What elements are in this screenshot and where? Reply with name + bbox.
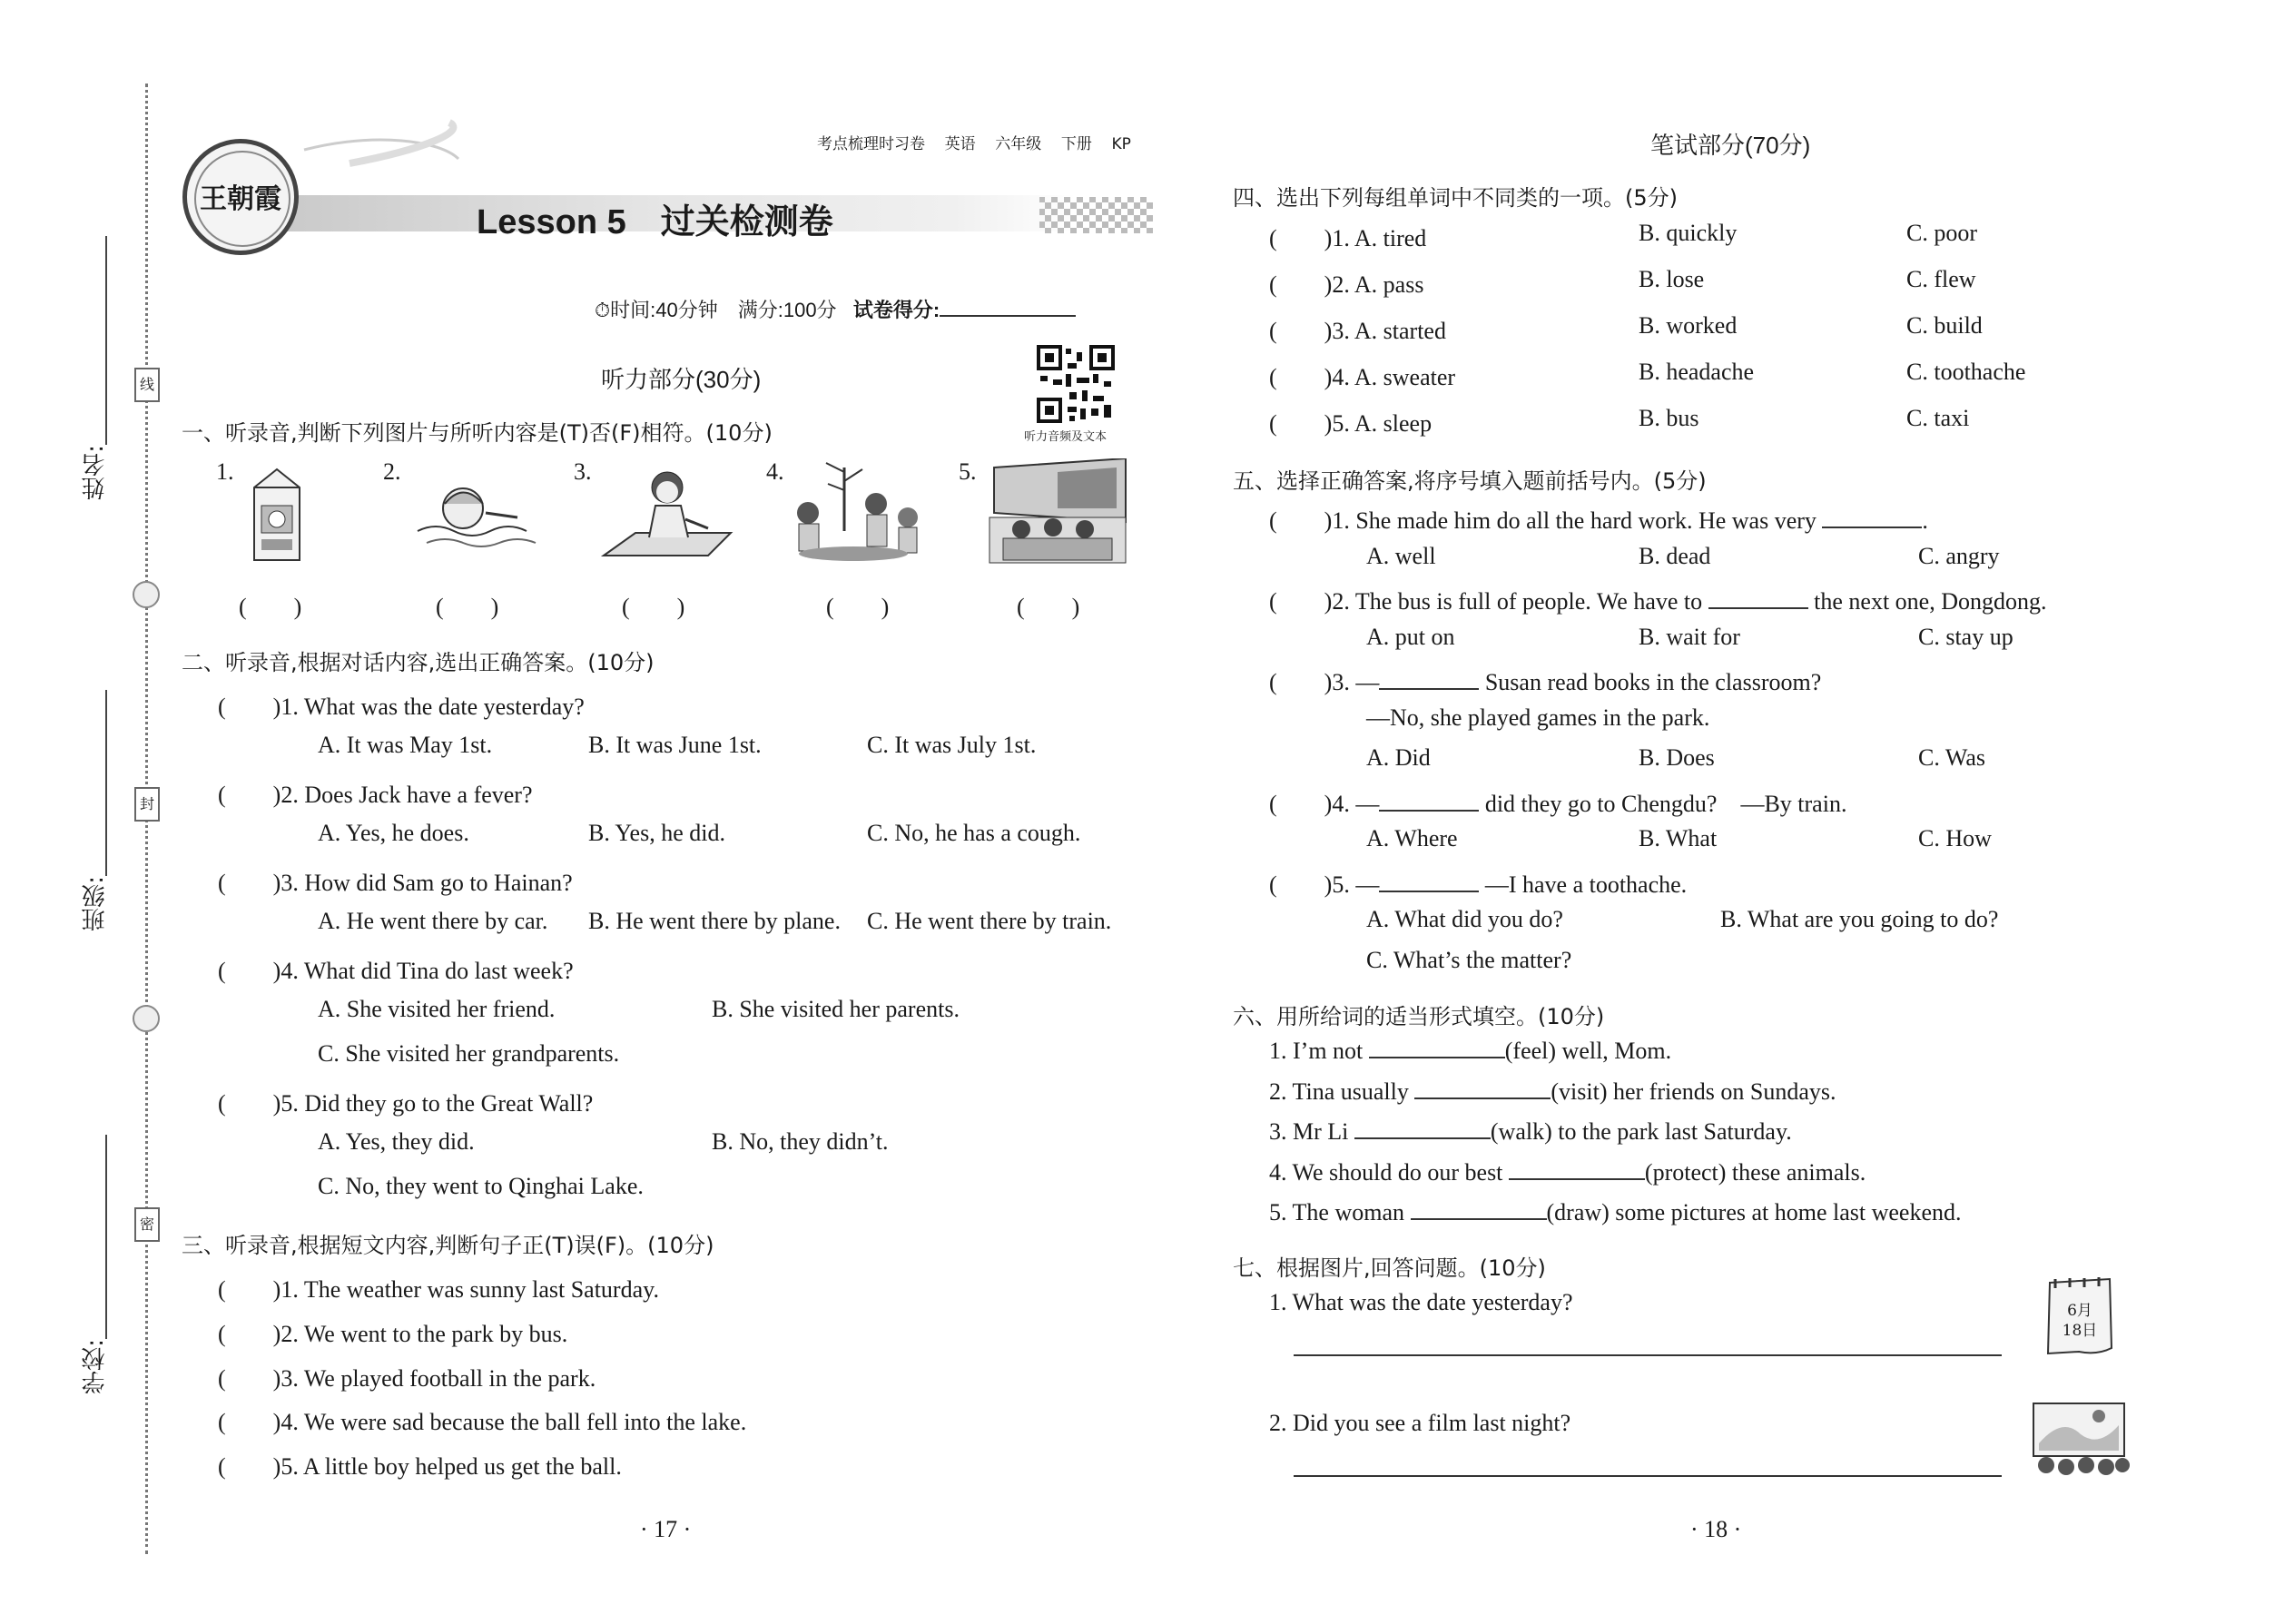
- s2-question-4[interactable]: ( )4. What did Tina do last week?: [218, 958, 574, 984]
- s2-q3-option-c: C. He went there by train.: [867, 908, 1112, 934]
- logo-text: 王朝霞: [200, 183, 281, 215]
- s5-question-1[interactable]: [1269, 502, 1928, 536]
- s3-statement-1[interactable]: ( )1. The weather was sunny last Saturday.: [218, 1276, 659, 1303]
- pic-answer-3[interactable]: ( ): [622, 594, 685, 620]
- s5-q1-option-c: C. angry: [1918, 543, 2000, 569]
- pic-num-4: 4.: [766, 458, 784, 485]
- qr-caption: 听力音频及文本: [1024, 430, 1108, 444]
- s6-item-4-text: 4. We should do our best: [1269, 1159, 1503, 1186]
- score-blank[interactable]: [940, 315, 1076, 317]
- seal-mark-line: 线: [134, 368, 160, 402]
- pic-answer-4[interactable]: ( ): [826, 594, 890, 620]
- s3-statement-4[interactable]: ( )4. We were sad because the ball fell into the lake.: [218, 1409, 747, 1435]
- grade: 六年级: [995, 135, 1042, 153]
- s5-q4-blank[interactable]: [1379, 810, 1479, 812]
- boy-writing-picture: [599, 465, 735, 565]
- s2-q3-option-b: B. He went there by plane.: [588, 908, 841, 934]
- s2-q1-option-c: C. It was July 1st.: [867, 732, 1037, 758]
- s2-q2-option-a: A. Yes, he does.: [318, 820, 469, 846]
- series-name: 考点梳理时习卷: [817, 135, 925, 153]
- s5-q2-option-a: A. put on: [1366, 624, 1455, 650]
- s5-q3-option-c: C. Was: [1918, 744, 1985, 771]
- s5-q2-text: ( )2. The bus is full of people. We have to: [1269, 588, 1703, 615]
- s4-row-4-option-c: C. toothache: [1906, 359, 2026, 385]
- film-screen-picture: [2026, 1398, 2133, 1478]
- s5-q1-end: .: [1922, 507, 1928, 534]
- binding-hole-icon: [133, 581, 160, 608]
- s5-q3-end: Susan read books in the classroom?: [1484, 669, 1822, 695]
- s5-q4-option-b: B. What: [1639, 825, 1718, 851]
- section-6-title: 六、用所给词的适当形式填空。(10分): [1233, 1004, 1605, 1029]
- section-2-title: 二、听录音,根据对话内容,选出正确答案。(10分): [182, 650, 655, 675]
- s2-question-3[interactable]: ( )3. How did Sam go to Hainan?: [218, 870, 573, 896]
- s2-q5-option-b: B. No, they didn’t.: [712, 1128, 889, 1155]
- s5-q4-text: ( )4. —: [1269, 791, 1380, 817]
- s6-item-1-blank[interactable]: [1369, 1057, 1505, 1058]
- s3-statement-3[interactable]: ( )3. We played football in the park.: [218, 1365, 596, 1392]
- pic-num-2: 2.: [383, 458, 401, 485]
- s5-q5-end: —I have a toothache.: [1484, 871, 1688, 898]
- s5-q3-text: ( )3. —: [1269, 669, 1380, 695]
- s5-q3-option-a: A. Did: [1366, 744, 1431, 771]
- s6-item-5[interactable]: [1269, 1199, 1962, 1226]
- section-7-title: 七、根据图片,回答问题。(10分): [1233, 1255, 1546, 1281]
- s2-q4-option-c: C. She visited her grandparents.: [318, 1040, 620, 1067]
- s5-q2-option-c: C. stay up: [1918, 624, 2013, 650]
- s5-q5-option-b: B. What are you going to do?: [1720, 906, 1999, 932]
- binding-hole-icon: [133, 1005, 160, 1032]
- s5-q5-option-c: C. What’s the matter?: [1366, 947, 1572, 973]
- pic-answer-2[interactable]: ( ): [436, 594, 499, 620]
- exam-info: [595, 295, 1076, 323]
- pic-num-5: 5.: [959, 458, 977, 485]
- s5-q1-option-a: A. well: [1366, 543, 1436, 569]
- brand-logo: [182, 139, 299, 255]
- s6-item-2-text: 2. Tina usually: [1269, 1078, 1409, 1105]
- s6-item-1[interactable]: [1269, 1038, 1671, 1065]
- pic-num-1: 1.: [216, 458, 234, 485]
- s2-q4-option-a: A. She visited her friend.: [318, 996, 556, 1022]
- s6-item-3[interactable]: [1269, 1118, 1792, 1146]
- s6-item-5-blank[interactable]: [1411, 1218, 1547, 1220]
- school-label: 学校:: [82, 1339, 109, 1394]
- page-title: Lesson 5 过关检测卷: [477, 203, 833, 241]
- edition: KP: [1111, 135, 1131, 153]
- seal-mark-seal: 封: [134, 787, 160, 822]
- s5-q5-blank[interactable]: [1379, 891, 1479, 892]
- s4-row-4-option-b: B. headache: [1639, 359, 1755, 385]
- s7-question-2: 2. Did you see a film last night?: [1269, 1410, 1571, 1436]
- s5-q1-blank[interactable]: [1822, 527, 1922, 528]
- s5-q4-end: did they go to Chengdu? —By train.: [1484, 791, 1847, 817]
- milk-carton-picture: [245, 465, 309, 565]
- children-planting-trees-picture: [790, 458, 926, 567]
- s7-answer-line-1[interactable]: [1294, 1354, 2002, 1356]
- name-field-line[interactable]: [105, 236, 107, 445]
- s6-item-2-blank[interactable]: [1414, 1097, 1551, 1099]
- section-1-title: 一、听录音,判断下列图片与所听内容是(T)否(F)相符。(10分): [182, 420, 773, 446]
- s5-q1-option-b: B. dead: [1639, 543, 1711, 569]
- swimming-boy-picture: [409, 472, 545, 554]
- calendar-day: 18日: [2062, 1322, 2098, 1340]
- pic-answer-5[interactable]: ( ): [1017, 594, 1080, 620]
- s3-statement-2[interactable]: ( )2. We went to the park by bus.: [218, 1321, 568, 1347]
- page-number-left: · 17 ·: [640, 1516, 692, 1542]
- section-3-title: 三、听录音,根据短文内容,判断句子正(T)误(F)。(10分): [182, 1233, 714, 1258]
- s2-q1-option-a: A. It was May 1st.: [318, 732, 493, 758]
- pic-answer-1[interactable]: ( ): [239, 594, 302, 620]
- s2-q1-option-b: B. It was June 1st.: [588, 732, 762, 758]
- calendar-month: 6月: [2067, 1302, 2092, 1320]
- s5-q4-option-a: A. Where: [1366, 825, 1458, 851]
- s5-q3-option-b: B. Does: [1639, 744, 1715, 771]
- s5-question-4[interactable]: [1269, 785, 1846, 819]
- score-label: 试卷得分:: [852, 299, 940, 321]
- time-score-info: ⏱时间:40分钟 满分:100分: [595, 299, 837, 321]
- s7-answer-line-2[interactable]: [1294, 1475, 2002, 1477]
- s2-q3-option-a: A. He went there by car.: [318, 908, 548, 934]
- s5-q3-blank[interactable]: [1379, 688, 1479, 690]
- s2-q4-option-b: B. She visited her parents.: [712, 996, 960, 1022]
- s6-item-4-blank[interactable]: [1509, 1178, 1645, 1180]
- s4-row-4-option-a[interactable]: ( )4. A. sweater: [1269, 364, 1456, 390]
- class-label: 班级:: [82, 876, 109, 931]
- s5-q1-text: ( )1. She made him do all the hard work. He was very: [1269, 507, 1816, 534]
- s4-row-3-option-c: C. build: [1906, 312, 1983, 339]
- s5-question-2[interactable]: [1269, 583, 2046, 616]
- s7-question-1: 1. What was the date yesterday?: [1269, 1289, 1573, 1315]
- s5-q5-text: ( )5. —: [1269, 871, 1380, 898]
- s4-row-5-option-c: C. taxi: [1906, 405, 1970, 431]
- calendar-picture: [2043, 1275, 2117, 1357]
- s5-q3-reply: —No, she played games in the park.: [1366, 704, 1710, 731]
- volume: 下册: [1060, 135, 1092, 153]
- subject: 英语: [944, 135, 976, 153]
- s6-item-4-hint: (protect) these animals.: [1644, 1159, 1866, 1186]
- s3-statement-5[interactable]: ( )5. A little boy helped us get the ball.: [218, 1453, 622, 1480]
- s6-item-3-text: 3. Mr Li: [1269, 1118, 1349, 1145]
- qr-code[interactable]: [1037, 345, 1115, 423]
- s5-q2-option-b: B. wait for: [1639, 624, 1740, 650]
- header-meta: [817, 131, 1131, 153]
- s6-item-2[interactable]: [1269, 1078, 1836, 1106]
- s5-q2-end: the next one, Dongdong.: [1814, 588, 2047, 615]
- school-field-line[interactable]: [105, 1135, 107, 1339]
- s5-question-5[interactable]: [1269, 866, 1687, 900]
- s2-question-5[interactable]: ( )5. Did they go to the Great Wall?: [218, 1090, 594, 1117]
- s6-item-3-hint: (walk) to the park last Saturday.: [1490, 1118, 1792, 1145]
- s5-q2-blank[interactable]: [1708, 607, 1808, 609]
- listening-part-title: 听力部分(30分): [601, 366, 762, 393]
- s6-item-3-blank[interactable]: [1354, 1137, 1491, 1139]
- s5-q4-option-c: C. How: [1918, 825, 1992, 851]
- s2-q5-option-c: C. No, they went to Qinghai Lake.: [318, 1173, 644, 1199]
- s4-row-2-option-b: B. lose: [1639, 266, 1705, 292]
- s4-row-3-option-b: B. worked: [1639, 312, 1738, 339]
- s2-question-2[interactable]: ( )2. Does Jack have a fever?: [218, 782, 533, 808]
- s6-item-2-hint: (visit) her friends on Sundays.: [1551, 1078, 1836, 1105]
- page-number-right: · 18 ·: [1690, 1516, 1742, 1542]
- s6-item-4[interactable]: [1269, 1159, 1866, 1186]
- s5-question-3[interactable]: [1269, 664, 1821, 697]
- s6-item-1-text: 1. I’m not: [1269, 1038, 1364, 1064]
- section-5-title: 五、选择正确答案,将序号填入题前括号内。(5分): [1233, 468, 1707, 494]
- class-field-line[interactable]: [105, 690, 107, 876]
- s5-q5-option-a: A. What did you do?: [1366, 906, 1563, 932]
- s2-question-1[interactable]: ( )1. What was the date yesterday?: [218, 694, 585, 720]
- s4-row-2-option-c: C. flew: [1906, 266, 1976, 292]
- s4-row-3-option-a[interactable]: ( )3. A. started: [1269, 318, 1446, 344]
- s4-row-5-option-a[interactable]: ( )5. A. sleep: [1269, 410, 1433, 437]
- cinema-picture: [985, 458, 1135, 567]
- writing-part-title: 笔试部分(70分): [1650, 132, 1811, 159]
- s6-item-5-hint: (draw) some pictures at home last weekend.: [1546, 1199, 1962, 1225]
- section-4-title: 四、选出下列每组单词中不同类的一项。(5分): [1233, 185, 1678, 211]
- s2-q2-option-b: B. Yes, he did.: [588, 820, 725, 846]
- s4-row-1-option-a[interactable]: ( )1. A. tired: [1269, 225, 1427, 251]
- s2-q2-option-c: C. No, he has a cough.: [867, 820, 1081, 846]
- qr-code-icon: [1037, 345, 1115, 423]
- s4-row-2-option-a[interactable]: ( )2. A. pass: [1269, 271, 1424, 298]
- s4-row-1-option-b: B. quickly: [1639, 220, 1738, 246]
- s4-row-5-option-b: B. bus: [1639, 405, 1699, 431]
- name-label: 姓名:: [82, 445, 109, 500]
- seal-mark-secret: 密: [134, 1207, 160, 1242]
- s6-item-5-text: 5. The woman: [1269, 1199, 1404, 1225]
- s4-row-1-option-c: C. poor: [1906, 220, 1977, 246]
- pic-num-3: 3.: [574, 458, 592, 485]
- s2-q5-option-a: A. Yes, they did.: [318, 1128, 475, 1155]
- s6-item-1-hint: (feel) well, Mom.: [1504, 1038, 1672, 1064]
